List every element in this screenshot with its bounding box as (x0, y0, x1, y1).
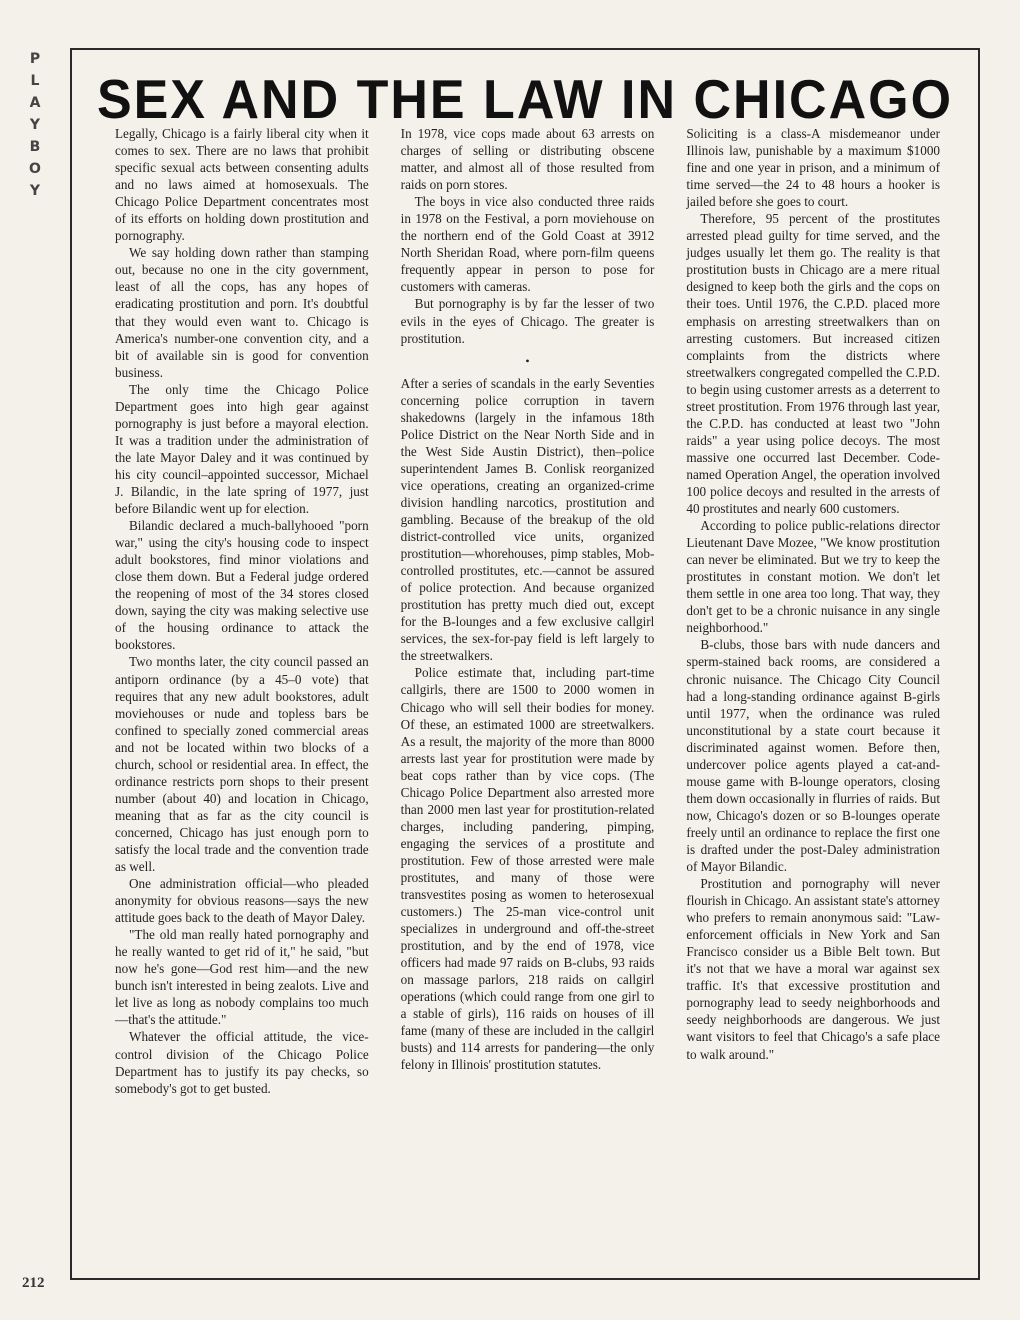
paragraph: According to police public-relations director Lieutenant Dave Mozee, "We know prostitution can never be eliminated. But we try to keep the prostitutes in constant motion. We don't let them settle in one area too long. That way, they don't get to be a chronic nuisance in any single neighborhood." (686, 518, 941, 636)
section-separator: • (525, 353, 530, 368)
masthead-letter: P (29, 51, 41, 67)
column-2 (401, 125, 655, 1275)
paragraph: Prostitution and pornography will never flourish in Chicago. An assistant state's attorney who prefers to remain anonymous said: "Law-enforcement officials in New York and San Francisco consider us a Bible Belt town. But it's not that we have a moral war against sex traffic. It's that excessive prostitution and pornography lead to seedy neighborhoods and seedy neighborhoods are dangerous. We just want visitors to feel that Chicago's a safe place to walk around." (686, 876, 941, 1062)
masthead-letter: Y (29, 183, 41, 199)
paragraph: Whatever the official attitude, the vice-control division of the Chicago Police Department has to justify its pay checks, so somebody's got to get busted. (115, 1029, 369, 1096)
paragraph: But pornography is by far the lesser of two evils in the eyes of Chicago. The greater is prostitution. (400, 296, 655, 346)
paragraph: In 1978, vice cops made about 63 arrests on charges of selling or distributing obscene matter, and almost all of those resulted from raids on porn stores. (400, 126, 655, 193)
masthead-letter: L (30, 73, 40, 89)
paragraph: B-clubs, those bars with nude dancers and sperm-stained back rooms, are considered a chronic nuisance. The Chicago City Council had a long-standing ordinance against B-girls until 1977, when the ordinance was ruled unconstitutional by a state court because it discriminated against women. Before then, undercover police agents played a cat-and-mouse game with B-lounge operators, closing them down occasionally in flurries of raids. But now, Chicago's dozen or so B-lounges operate freely until an ordinance to replace the first one is drafted under the post-Daley administration of Mayor Bilandic. (686, 637, 941, 875)
column-1 (115, 125, 369, 1275)
masthead-letter: B (29, 139, 41, 155)
paragraph: Soliciting is a class-A misdemeanor under Illinois law, punishable by a maximum $1000 fine and one year in prison, and a minimum of time served—the 24 to 48 hours a hooker is jailed before she goes to court. (686, 126, 941, 210)
masthead-letter: A (29, 95, 41, 111)
paragraph: After a series of scandals in the early Seventies concerning police corruption in tavern shakedowns (largely in the infamous 18th Police District on the Near North Side and in the West Side Austin District), then–police superintendent James B. Conlisk reorganized vice operations, creating an organized-crime division handling narcotics, prostitution and gambling. Because of the breakup of the old district-controlled vice units, organized prostitution—whorehouses, pimp stables, Mob-controlled prostitutes, etc.—cannot be assured of police protection. And because organized prostitution has pretty much died out, except for the B-lounges and a few exclusive callgirl services, the sex-for-pay field is left largely to the streetwalkers. (400, 375, 655, 664)
page-number: 212 (22, 1275, 45, 1291)
paragraph: Two months later, the city council passed an antiporn ordinance (by a 45–0 vote) that requires that any new adult bookstores, adult moviehouses or nude and topless bars be confined to specially zoned commercial areas and not be located within two blocks of a church, school or residential area. In effect, the ordinance restricts porn shops to their present number (about 40) and location in Chicago, meaning that as far as the city council is concerned, Chicago has just enough porn to satisfy the local trade and the convention trade as well. (115, 654, 369, 875)
paragraph: The only time the Chicago Police Department goes into high gear against pornography is just before a mayoral election. It was a tradition under the administration of the late Mayor Daley and it was continued by his city council–appointed successor, Michael J. Bilandic, in the late spring of 1977, just before Bilandic went up for election. (115, 381, 369, 517)
magazine-masthead (26, 52, 44, 198)
paragraph: One administration official—who pleaded anonymity for obvious reasons—says the new attitude goes back to the death of Mayor Daley. (115, 876, 369, 926)
paragraph: Police estimate that, including part-time callgirls, there are 1500 to 2000 women in Chicago who will sell their bodies for money. Of these, an estimated 1000 are streetwalkers. As a result, the majority of the more than 8000 arrests last year for prostitution were made by beat cops rather than by vice cops. (The Chicago Police Department also arrested more than 2000 men last year for prostitution-related charges, including pandering, pimping, engaging the services of a prostitute and prostitution. Few of those arrested were male prostitutes, and many of those were transvestites posing as women to heterosexual customers.) The 25-man vice-control unit specializes in underground and off-the-street prostitution, and by the end of 1978, vice officers had made 97 raids on B-clubs, 93 raids on massage parlors, 218 raids on callgirl operations (which could range from one girl to a stable of girls), 116 raids on houses of ill fame (many of these are included in the callgirl busts) and 114 arrests for pandering—the only felony in Illinois' prostitution statutes. (400, 665, 655, 1073)
article-body (115, 125, 940, 1275)
article-title: SEX AND THE LAW IN CHICAGO (96, 69, 954, 131)
paragraph: We say holding down rather than stamping out, because no one in the city government, least of all the cops, has any hopes of eradicating prostitution and porn. It's doubtful that they would even want to. Chicago is America's number-one convention city, and a bit of available sin is good for convention business. (115, 245, 369, 380)
masthead-letter: Y (29, 117, 41, 133)
column-3 (686, 125, 940, 1275)
masthead-letter: O (29, 161, 41, 177)
paragraph: Therefore, 95 percent of the prostitutes arrested plead guilty for time served, and the judges usually let them go. The reality is that prostitution busts in Chicago are a mere ritual designed to keep both the girls and the cops on their toes. Until 1976, the C.P.D. placed more emphasis on arresting streetwalkers than on arresting customers. But increased citizen complaints from the districts where streetwalkers congregated compelled the C.P.D. to begin using customer arrests as a deterrent to street prostitution. From 1976 through last year, the C.P.D. has conducted at least two "John raids" a year using police decoys. The most massive one occurred last December. Code-named Operation Angel, the operation involved 100 police decoys and resulted in the arrests of 40 prostitutes and nearly 600 customers. (686, 211, 941, 517)
paragraph: Bilandic declared a much-ballyhooed "porn war," using the city's housing code to inspect adult bookstores, find minor violations and close them down. But a Federal judge ordered the reopening of most of the 34 stores closed down, saying the city was making selective use of the housing ordinance to attack the bookstores. (115, 518, 369, 653)
paragraph: Legally, Chicago is a fairly liberal city when it comes to sex. There are no laws that prohibit specific sexual acts between consenting adults and no laws aimed at homosexuals. The Chicago Police Department concentrates most of its efforts on holding down prostitution and pornography. (115, 126, 369, 244)
paragraph: The boys in vice also conducted three raids in 1978 on the Festival, a porn moviehouse on the northern end of the Gold Coast at 3912 North Sheridan Road, where porn-film queens frequently appear in person to pose for customers with cameras. (400, 194, 655, 295)
paragraph: "The old man really hated pornography and he really wanted to get rid of it," he said, "but now he's gone—God rest him—and the new bunch isn't interested in being zealots. Live and let live as long as nobody complains too much—that's the attitude." (115, 927, 369, 1028)
